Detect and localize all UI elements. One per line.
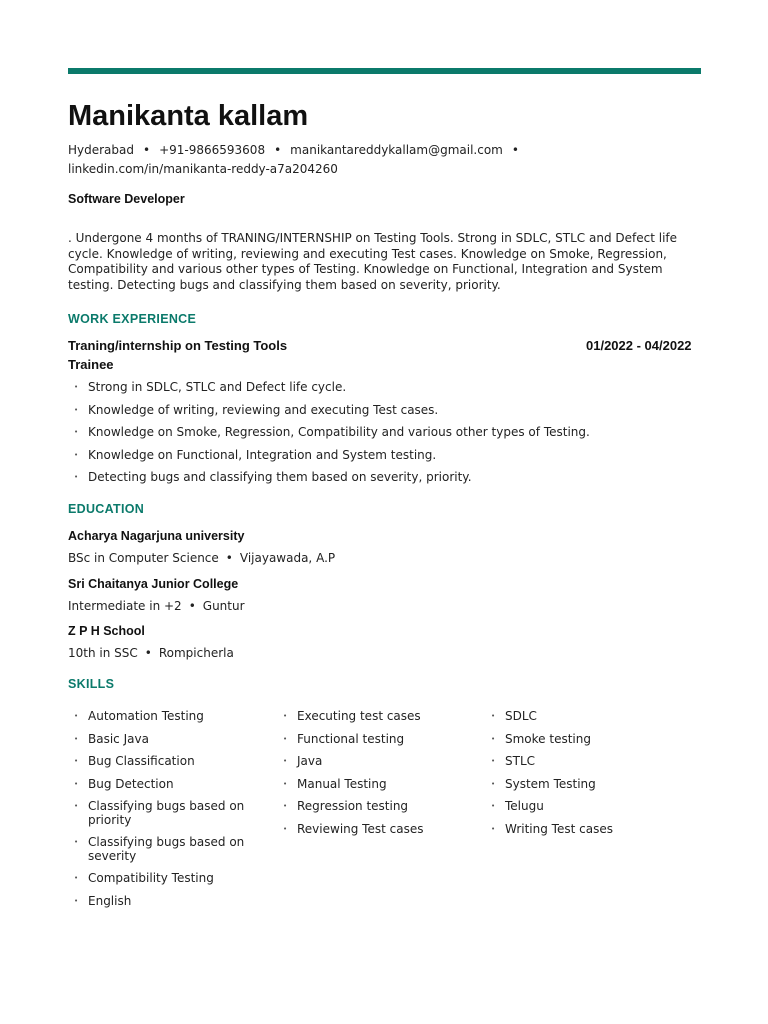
skills-column [68, 710, 268, 917]
skill-item: • Classifying bugs based on priority [68, 800, 268, 827]
skill-item: • Executing test cases [277, 710, 477, 724]
education-detail [68, 551, 335, 565]
skill-item: • Manual Testing [277, 778, 477, 792]
skill-item: • Basic Java [68, 733, 268, 747]
section-heading-work-experience: WORK EXPERIENCE [68, 312, 197, 326]
skill-item: • Compatibility Testing [68, 872, 268, 886]
separator-dot: • [511, 143, 519, 157]
list-item: • Knowledge on Functional, Integration and System testing. [68, 448, 698, 471]
education-school: Sri Chaitanya Junior College [68, 577, 239, 591]
separator-dot: • [188, 599, 196, 613]
skill-item: • Automation Testing [68, 710, 268, 724]
education-school: Z P H School [68, 624, 145, 638]
experience-dates: 01/2022 - 04/2022 [586, 338, 692, 353]
contact-info [68, 141, 708, 179]
experience-role: Trainee [68, 357, 114, 372]
skill-item: • Functional testing [277, 733, 477, 747]
education-degree: 10th in SSC [68, 646, 138, 660]
skill-item: • English [68, 895, 268, 909]
experience-title: Traning/internship on Testing Tools [68, 338, 288, 353]
education-place: Guntur [202, 599, 245, 613]
section-heading-education: EDUCATION [68, 502, 145, 516]
separator-dot: • [143, 143, 151, 157]
header-accent-bar [68, 68, 701, 74]
list-item: • Knowledge of writing, reviewing and executing Test cases. [68, 403, 698, 426]
section-heading-skills: SKILLS [68, 677, 115, 691]
list-item: • Knowledge on Smoke, Regression, Compatibility and various other types of Testing. [68, 425, 698, 448]
experience-bullet-list [68, 380, 698, 493]
education-degree: BSc in Computer Science [68, 551, 219, 565]
skill-item: • SDLC [485, 710, 685, 724]
skills-column [485, 710, 685, 845]
skill-item: • Writing Test cases [485, 823, 685, 837]
linkedin-url: linkedin.com/in/manikanta-reddy-a7a204260 [68, 162, 338, 176]
separator-dot: • [144, 646, 152, 660]
education-school: Acharya Nagarjuna university [68, 529, 245, 543]
email-address: manikantareddykallam@gmail.com [290, 143, 503, 157]
professional-summary: . Undergone 4 months of TRANING/INTERNSHIP on Testing Tools. Strong in SDLC, STLC and Defect life cycle. Knowledge of writing, reviewing and executing Test cases. Knowledge on Smoke, Regression, Compatibility and various other types of Testing. Knowledge on Functional, Integration and System testing. Detecting bugs and classifying them based on severity, priority. [68, 231, 678, 292]
candidate-name: Manikanta kallam [68, 100, 309, 132]
education-degree: Intermediate in +2 [68, 599, 182, 613]
separator-dot: • [225, 551, 233, 565]
education-detail [68, 646, 234, 660]
skill-item: • STLC [485, 755, 685, 769]
separator-dot: • [274, 143, 282, 157]
skill-item: • Bug Detection [68, 778, 268, 792]
skill-item: • Bug Classification [68, 755, 268, 769]
location: Hyderabad [68, 143, 134, 157]
education-place: Vijayawada, A.P [239, 551, 336, 565]
skill-item: • Classifying bugs based on severity [68, 836, 268, 863]
skills-column [277, 710, 477, 845]
skill-item: • Smoke testing [485, 733, 685, 747]
skill-item: • Regression testing [277, 800, 477, 814]
list-item: • Strong in SDLC, STLC and Defect life cycle. [68, 380, 698, 403]
skill-item: • Java [277, 755, 477, 769]
phone-number: +91-9866593608 [159, 143, 266, 157]
education-detail [68, 599, 245, 613]
skill-item: • Reviewing Test cases [277, 823, 477, 837]
skill-item: • System Testing [485, 778, 685, 792]
skill-item: • Telugu [485, 800, 685, 814]
education-place: Rompicherla [158, 646, 234, 660]
list-item: • Detecting bugs and classifying them based on severity, priority. [68, 470, 698, 493]
job-title-headline: Software Developer [68, 192, 185, 206]
